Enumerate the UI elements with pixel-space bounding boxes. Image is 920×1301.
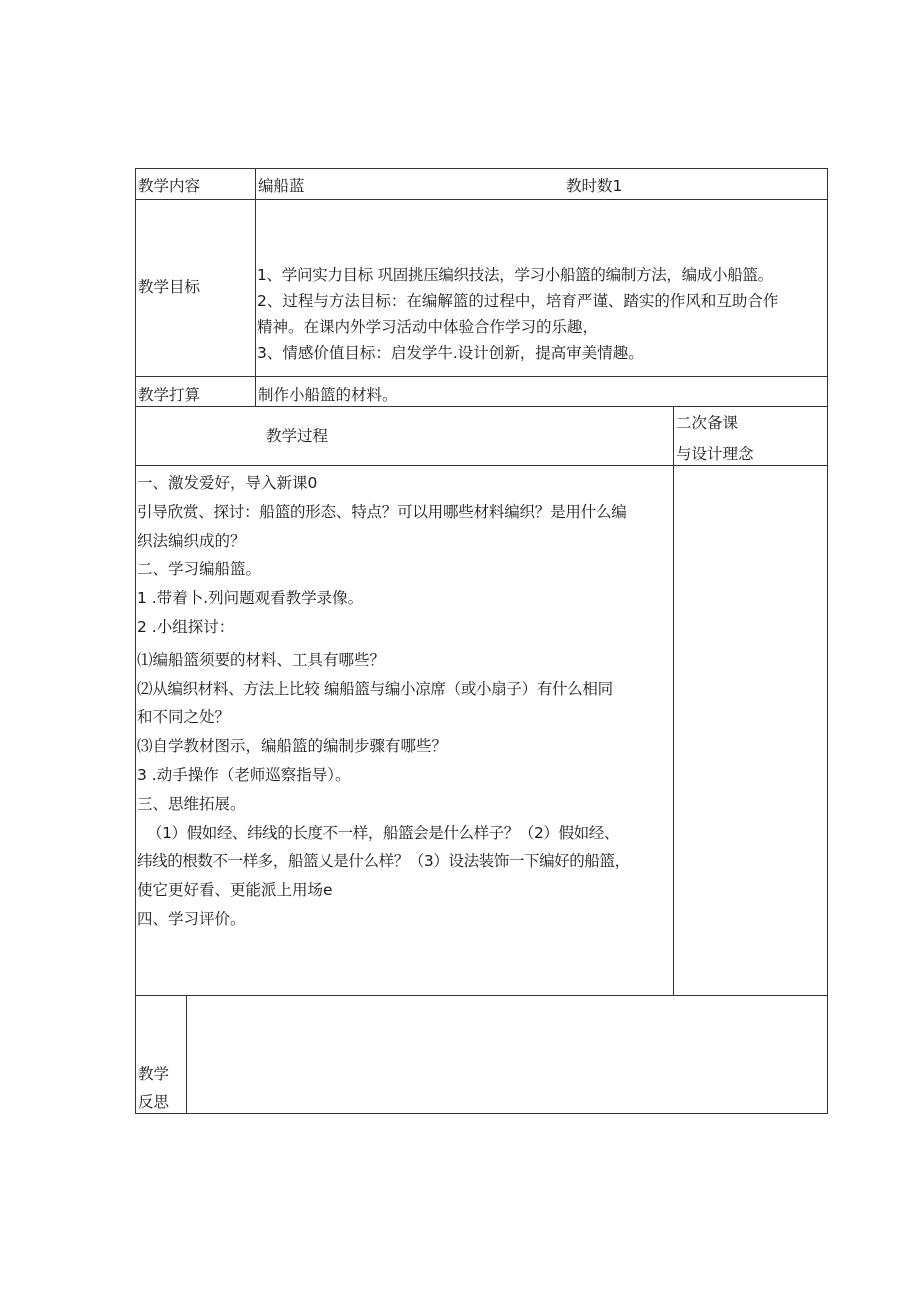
process-line: 引导欣赏、探讨：船篮的形态、特点？可以用哪些材料编织？是用什么编 [137, 502, 627, 521]
row-divider-5 [135, 995, 828, 996]
process-line: （1）假如经、纬线的长度不一样，船篮会是什么样子？（2）假如经、 [147, 823, 619, 842]
row-divider-2 [135, 376, 828, 377]
redesign-label-line2: 与设计理念 [676, 445, 754, 463]
process-line: 织法编织成的？ [137, 531, 246, 550]
row-divider-3 [135, 406, 828, 407]
preparation-label: 教学打算 [138, 386, 201, 404]
process-line: 二、学习编船篮。 [137, 560, 262, 579]
reflection-label-line2: 反思 [138, 1093, 170, 1111]
process-header-label: 教学过程 [266, 427, 329, 445]
row-divider-4 [135, 465, 828, 466]
preparation-value: 制作小船篮的材料。 [258, 386, 398, 404]
row-divider-1 [135, 199, 828, 200]
objective-line: 1、学问实力目标 巩固挑压编织技法，学习小船篮的编制方法，编成小船篮。 [257, 266, 773, 284]
label-column-divider [255, 168, 256, 407]
process-line: ⑶自学教材图示，编船篮的编制步骤有哪些？ [137, 737, 448, 756]
table-right-border [827, 168, 828, 1114]
redesign-label-line1: 二次备课 [676, 414, 739, 432]
process-line: 2 .小组探讨： [137, 617, 235, 636]
process-line: 使它更好看、更能派上用场e [137, 881, 333, 900]
table-bottom-border [135, 1113, 828, 1114]
process-line: 纬线的根数不一样多，船篮乂是什么样？（3）设法装饰一下编好的船篮， [137, 852, 630, 871]
process-line: 三、思维拓展。 [137, 794, 246, 813]
objectives-text [257, 262, 827, 366]
table-top-border [135, 168, 828, 169]
side-column-divider [673, 406, 674, 996]
process-text [137, 469, 672, 934]
process-line: ⑴编船篮须要的材料、工具有哪些？ [137, 650, 386, 669]
content-label: 教学内容 [138, 177, 201, 195]
hours-label: 教时数1 [566, 177, 623, 195]
content-value: 编船蓝 [258, 177, 305, 195]
reflection-column-divider [186, 995, 187, 1114]
process-line: ⑵从编织材料、方法上比较 编船篮与编小凉席（或小扇子）有什么相同 [137, 679, 613, 698]
process-line: 和不同之处？ [137, 708, 231, 727]
table-left-border [135, 168, 136, 1114]
objective-line: 3、情感价值目标：启发学牛.设计创新，提高审美情趣。 [257, 344, 644, 362]
process-line: 1 .带着卜.列问题观看教学录像。 [137, 589, 364, 608]
objective-line: 2、过程与方法目标：在编解篮的过程中，培育严谨、踏实的作风和互助合作 [257, 292, 779, 310]
process-line: 四、学习评价。 [137, 909, 246, 928]
process-line: 3 .动手操作（老师巡察指导）。 [137, 765, 351, 784]
reflection-label-line1: 教学 [138, 1065, 170, 1083]
process-line: 一、激发爱好，导入新课0 [137, 474, 318, 492]
objectives-label: 教学目标 [138, 278, 201, 296]
objective-line: 精神。在课内外学习活动中体验合作学习的乐趣， [257, 318, 599, 336]
